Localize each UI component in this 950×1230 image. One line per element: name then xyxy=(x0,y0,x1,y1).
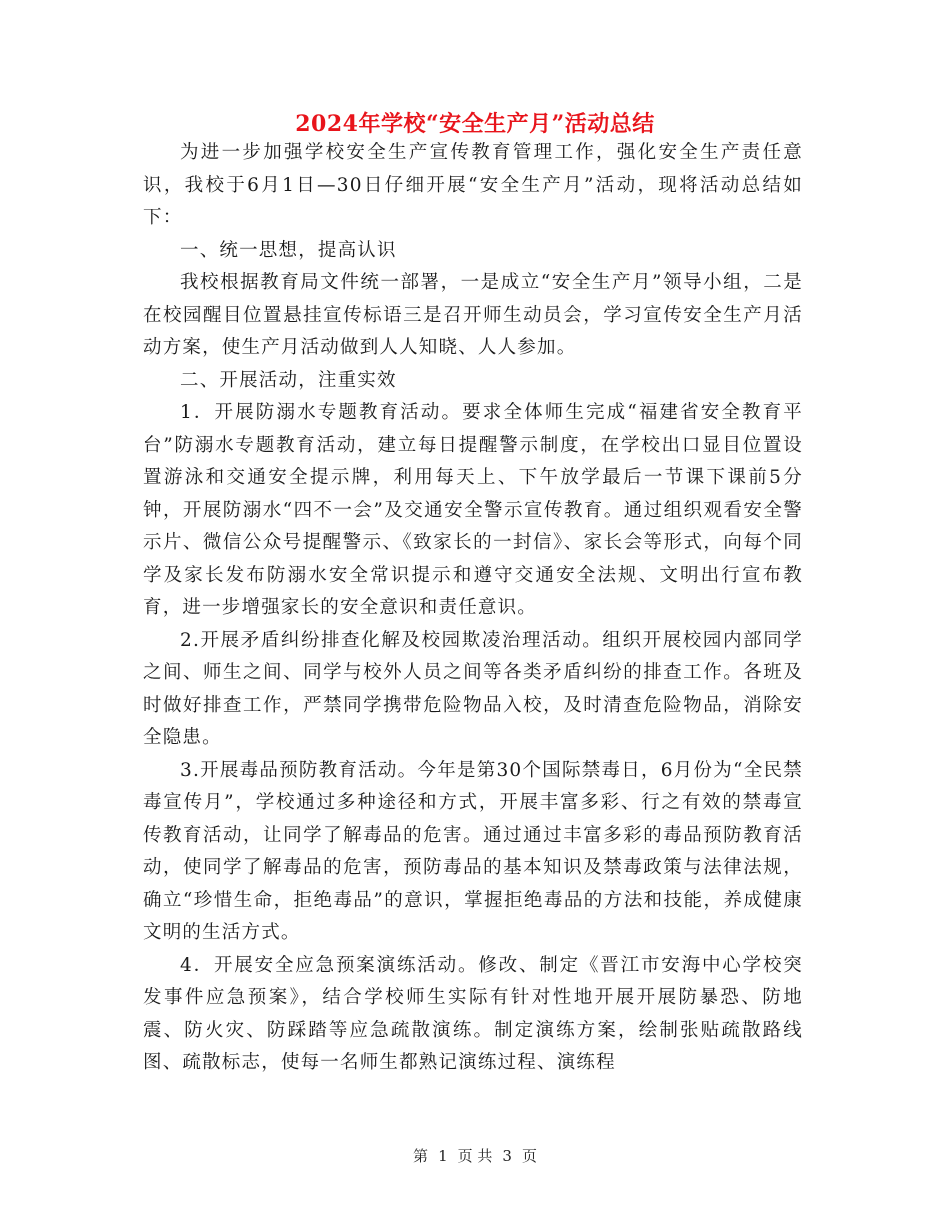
footer-prefix: 第 xyxy=(413,1147,429,1165)
document-title: 2024年学校“安全生产月”活动总结 xyxy=(295,111,655,137)
paragraph-item-2: 2.开展矛盾纠纷排查化解及校园欺凌治理活动。组织开展校园内部同学之间、师生之间、同学与校外人员之间等各类矛盾纠纷的排查工作。各班及时做好排查工作，严禁同学携带危险物品入校，及时清查危险物品，消除安全隐患。 xyxy=(143,629,803,748)
footer-suffix: 页 xyxy=(521,1147,537,1165)
section-heading-2: 二、开展活动，注重实效 xyxy=(180,369,397,391)
section-heading-1: 一、统一思想，提高认识 xyxy=(180,239,397,261)
paragraph-section-1: 我校根据教育局文件统一部署，一是成立“安全生产月”领导小组，二是在校园醒目位置悬挂宣传标语三是召开师生动员会，学习宣传安全生产月活动方案，使生产月活动做到人人知晓、人人参加。 xyxy=(143,272,803,358)
paragraph-intro: 为进一步加强学校安全生产宣传教育管理工作，强化安全生产责任意识，我校于6月1日—30日仔细开展“安全生产月”活动，现将活动总结如下： xyxy=(143,142,803,228)
paragraph-item-1: 1．开展防溺水专题教育活动。要求全体师生完成“福建省安全教育平台”防溺水专题教育活动，建立每日提醒警示制度，在学校出口显目位置设置游泳和交通安全提示牌，利用每天上、下午放学最后一节课下课前5分钟，开展防溺水“四不一会”及交通安全警示宣传教育。通过组织观看安全警示片、微信公众号提醒警示、《致家长的一封信》、家长会等形式，向每个同学及家长发布防溺水安全常识提示和遵守交通安全法规、文明出行宣布教育，进一步增强家长的安全意识和责任意识。 xyxy=(143,402,803,618)
footer-page-number: 1 xyxy=(438,1147,448,1165)
footer-total-pages: 3 xyxy=(502,1147,512,1165)
page-footer xyxy=(0,1146,950,1166)
paragraph-item-4: 4．开展安全应急预案演练活动。修改、制定《晋江市安海中心学校突发事件应急预案》，结合学校师生实际有针对性地开展开展防暴恐、防地震、防火灾、防踩踏等应急疏散演练。制定演练方案，绘制张贴疏散路线图、疏散标志，使每一名师生都熟记演练过程、演练程 xyxy=(143,954,803,1073)
document-body xyxy=(143,137,803,1080)
footer-middle: 页 共 xyxy=(457,1147,493,1165)
paragraph-item-3: 3.开展毒品预防教育活动。今年是第30个国际禁毒日，6月份为“全民禁毒宣传月”，学校通过多种途径和方式，开展丰富多彩、行之有效的禁毒宣传教育活动，让同学了解毒品的危害。通过通过丰富多彩的毒品预防教育活动，使同学了解毒品的危害，预防毒品的基本知识及禁毒政策与法律法规，确立“珍惜生命，拒绝毒品”的意识，掌握拒绝毒品的方法和技能，养成健康文明的生活方式。 xyxy=(143,759,803,943)
